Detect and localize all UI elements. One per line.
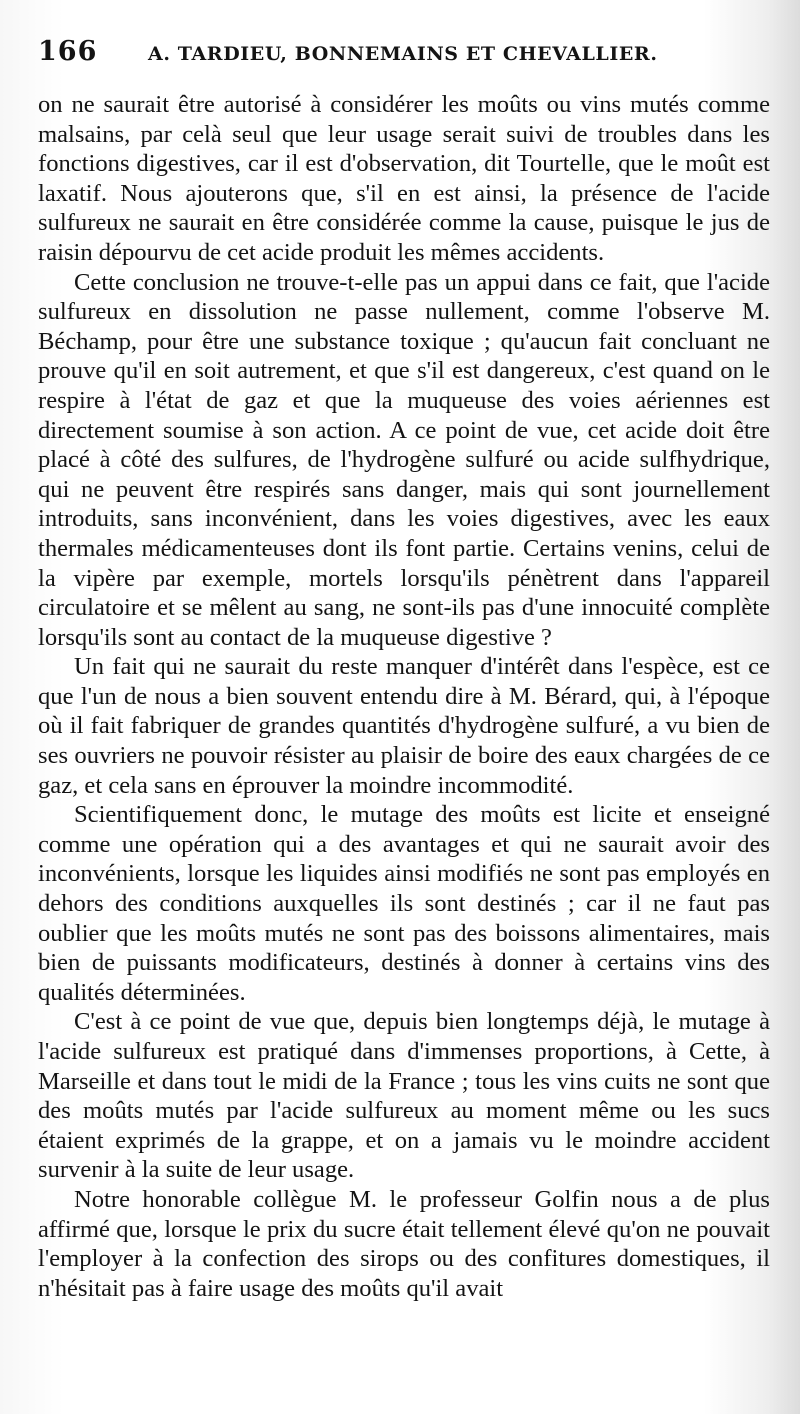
paragraph: on ne saurait être autorisé à considérer les moûts ou vins mutés comme malsains, par celà seul que leur usage serait suivi de troubles dans les fonctions digestives, car il est d'observation, dit Tourtelle, que le moût est laxatif. Nous ajouterons que, s'il en est ainsi, la présence de l'acide sulfureux ne saurait en être considérée comme la cause, puisque le jus de raisin dépourvu de cet acide produit les mêmes accidents. bbox=[38, 91, 770, 266]
paragraph: Un fait qui ne saurait du reste manquer d'intérêt dans l'espèce, est ce que l'un de nous a bien souvent entendu dire à M. Bérard, qui, à l'époque où il fait fabriquer de grandes quantités d'hydrogène sulfuré, a vu bien de ses ouvriers ne pouvoir résister au plaisir de boire des eaux chargées de ce gaz, et cela sans en éprouver la moindre incommodité. bbox=[38, 653, 770, 799]
running-head bbox=[38, 36, 770, 88]
running-title: A. TARDIEU, BONNEMAINS ET CHEVALLIER. bbox=[148, 43, 658, 65]
paragraph: Notre honorable collègue M. le professeur Golfin nous a de plus affirmé que, lorsque le prix du sucre était tellement élevé qu'on ne pouvait l'employer à la confection des sirops ou des confitures domestiques, il n'hésitait pas à faire usage des moûts qu'il avait bbox=[38, 1185, 770, 1302]
paragraph: C'est à ce point de vue que, depuis bien longtemps déjà, le mutage à l'acide sulfureux est pratiqué dans d'immenses proportions, à Cette, à Marseille et dans tout le midi de la France ; tous les vins cuits ne sont que des moûts mutés par l'acide sulfureux au moment même ou les sucs étaient exprimés de la grappe, et on a jamais vu le moindre accident survenir à la suite de leur usage. bbox=[38, 1008, 770, 1184]
body-text bbox=[38, 90, 770, 1303]
paragraph: Scientifiquement donc, le mutage des moûts est licite et enseigné comme une opération qui a des avantages et qui ne saurait avoir des inconvénients, lorsque les liquides ainsi modifiés ne sont pas employés en dehors des conditions auxquelles ils sont destinés ; car il ne faut pas oublier que les moûts mutés ne sont pas des boissons alimentaires, mais bien de puissants modificateurs, destinés à donner à certains vins des qualités déterminées. bbox=[38, 801, 770, 1006]
page-number: 166 bbox=[38, 36, 98, 67]
paragraph: Cette conclusion ne trouve-t-elle pas un appui dans ce fait, que l'acide sulfureux en dissolution ne passe nullement, comme l'observe M. Béchamp, pour être une substance toxique ; qu'aucun fait concluant ne prouve qu'il en soit autrement, et que s'il est dangereux, c'est quand on le respire à l'état de gaz et que la muqueuse des voies aériennes est directement soumise à son action. A ce point de vue, cet acide doit être placé à côté des sulfures, de l'hydrogène sulfuré ou acide sulfhydrique, qui ne peuvent être respirés sans danger, mais qui sont journellement introduits, sans inconvénient, dans les voies digestives, avec les eaux thermales médicamenteuses dont ils font partie. Certains venins, celui de la vipère par exemple, mortels lorsqu'ils pénètrent dans l'appareil circulatoire et se mêlent au sang, ne sont-ils pas d'une innocuité complète lorsqu'ils sont au contact de la muqueuse digestive ? bbox=[38, 268, 770, 651]
